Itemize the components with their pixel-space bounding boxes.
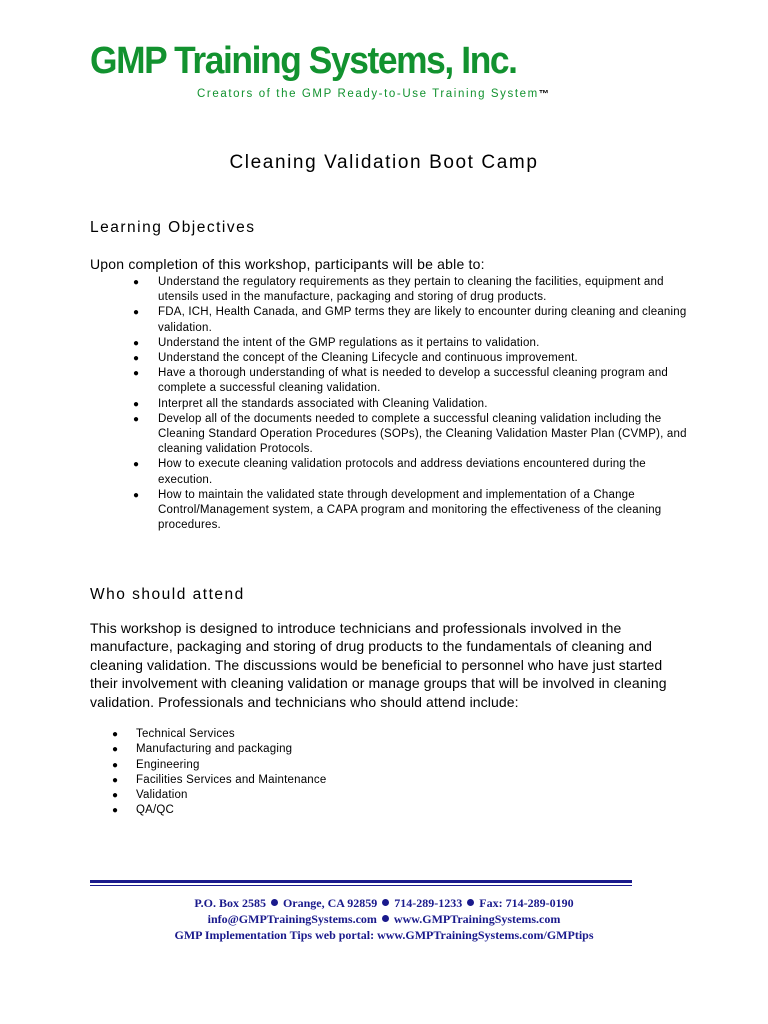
bullet-icon: ● (133, 398, 140, 410)
dot-separator-icon (382, 915, 389, 922)
objective-item (0, 397, 768, 412)
objective-item (0, 488, 768, 534)
objective-text: Interpret all the standards associated with Cleaning Validation. (158, 397, 488, 410)
bullet-icon: ● (112, 774, 119, 786)
footer-city: Orange, CA 92859 (282, 896, 378, 910)
footer-web-line (0, 911, 768, 927)
attendee-text: Technical Services (136, 728, 235, 740)
objective-text: How to execute cleaning validation protocols and address deviations encountered during the execution. (158, 458, 646, 486)
attendee-text: Engineering (136, 758, 200, 771)
objectives-intro: Upon completion of this workshop, participants will be able to: (90, 256, 485, 272)
trademark-symbol: ™ (538, 89, 549, 100)
attendee-list (0, 727, 768, 819)
objective-text: Understand the regulatory requirements as they pertain to cleaning the facilities, equipment and utensils used in the manufacture, packaging and storing of drug products. (158, 276, 664, 304)
footer-po-box: P.O. Box 2585 (194, 896, 266, 910)
attendee-text: QA/QC (136, 804, 175, 817)
objective-text: Develop all of the documents needed to complete a successful cleaning validation including the Cleaning Standard Operation Procedures (SOPs), the Cleaning Validation Master Plan (CVMP), and cleaning validation Protocols. (158, 412, 687, 456)
company-name: GMP Training Systems, Inc. (90, 40, 517, 82)
bullet-icon: ● (112, 759, 119, 771)
footer-divider (90, 880, 632, 883)
footer-website-link[interactable]: www.GMPTrainingSystems.com (393, 912, 561, 926)
objective-item (0, 351, 768, 366)
objective-item (0, 275, 768, 305)
company-tagline (197, 88, 549, 100)
attendee-text: Validation (136, 789, 188, 802)
attendee-item (0, 758, 768, 773)
bullet-icon: ● (133, 459, 140, 471)
attendee-item (0, 773, 768, 788)
bullet-icon: ● (133, 277, 140, 288)
objectives-heading: Learning Objectives (90, 219, 256, 236)
tagline-text: Creators of the GMP Ready-to-Use Training System (197, 88, 539, 100)
bullet-icon: ● (112, 744, 119, 756)
bullet-icon: ● (112, 805, 119, 817)
bullet-icon: ● (133, 353, 140, 365)
attendee-item (0, 742, 768, 757)
dot-separator-icon (467, 899, 474, 906)
objective-item (0, 366, 768, 396)
attendee-text: Manufacturing and packaging (136, 743, 293, 756)
objective-text: Understand the concept of the Cleaning Lifecycle and continuous improvement. (158, 352, 578, 365)
objective-text: How to maintain the validated state through development and implementation of a Change Control/Management system, a CAPA program and monitoring the effectiveness of the cleaning procedures. (158, 488, 662, 532)
objectives-list (0, 275, 768, 533)
attend-paragraph: This workshop is designed to introduce technicians and professionals involved in the manufacture, packaging and storing of drug products to the fundamentals of cleaning and cleaning validation. The discussions would be beneficial to personnel who have just started their involvement with cleaning validation or manage groups that will be involved in cleaning validation. Professionals and technicians who should attend include: (90, 620, 667, 710)
attend-heading: Who should attend (90, 586, 245, 603)
attendee-text: Facilities Services and Maintenance (136, 773, 327, 786)
objective-item (0, 457, 768, 487)
bullet-icon: ● (133, 413, 140, 425)
objective-item (0, 412, 768, 458)
bullet-icon: ● (133, 337, 140, 349)
bullet-icon: ● (133, 368, 140, 380)
dot-separator-icon (382, 899, 389, 906)
objective-text: FDA, ICH, Health Canada, and GMP terms they are likely to encounter during cleaning and cleaning validation. (158, 306, 687, 334)
dot-separator-icon (271, 899, 278, 906)
footer-phone: 714-289-1233 (394, 896, 463, 910)
attendee-item (0, 788, 768, 803)
objective-item (0, 305, 768, 335)
objective-item (0, 336, 768, 351)
attendee-item (0, 803, 768, 818)
objective-text: Understand the intent of the GMP regulations as it pertains to validation. (158, 336, 540, 349)
attendee-item (0, 727, 768, 742)
footer-fax: Fax: 714-289-0190 (479, 896, 574, 910)
footer-address-line (0, 895, 768, 911)
footer-contact (0, 895, 768, 943)
footer-divider-thin (90, 885, 632, 886)
bullet-icon: ● (112, 790, 119, 802)
objective-text: Have a thorough understanding of what is needed to develop a successful cleaning program and complete a successful cleaning validation. (158, 367, 669, 395)
bullet-icon: ● (133, 489, 140, 501)
footer-portal-line[interactable]: GMP Implementation Tips web portal: www.GMPTrainingSystems.com/GMPtips (174, 928, 594, 942)
document-title: Cleaning Validation Boot Camp (229, 152, 539, 173)
footer-email-link[interactable]: info@GMPTrainingSystems.com (207, 912, 377, 926)
bullet-icon: ● (112, 729, 119, 740)
bullet-icon: ● (133, 307, 140, 319)
